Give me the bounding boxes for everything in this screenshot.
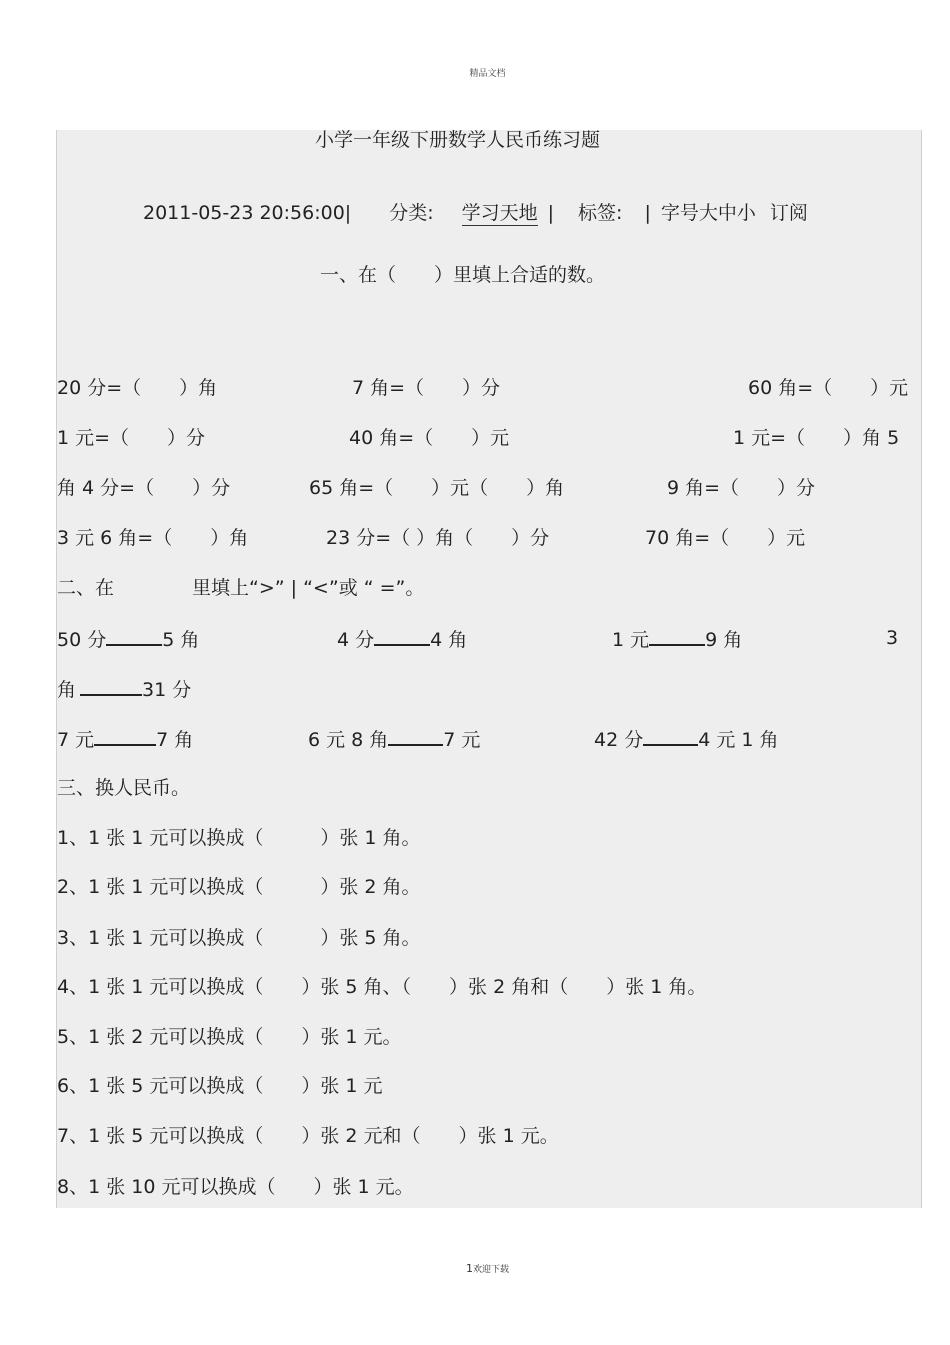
font-size-switch[interactable]: 字号大中小 [660,202,756,224]
compare-left: 7 元 [57,729,95,751]
meta-separator: | [547,202,555,224]
exchange-question: 7、1 张 5 元可以换成（ ）张 2 元和（ ）张 1 元。 [57,1125,559,1147]
fill-item: 20 分=（ ）角 [57,377,218,399]
compare-right: 31 分 [142,679,192,701]
fill-item: 角 4 分=（ ）分 [57,477,231,499]
page-footer [0,1262,950,1275]
compare-left: 角 [57,679,77,701]
section2-heading-b: 里填上“>” | “<”或 “ =”。 [192,577,425,599]
compare-right: 9 角 [705,629,743,651]
section1-heading: 一、在（ ）里填上合适的数。 [320,264,606,286]
fill-item: 1 元=（ ）角 5 [733,427,900,449]
compare-left: 50 分 [57,629,107,651]
footer-note: 欢迎下载 [472,1265,509,1275]
compare-right: 5 角 [162,629,200,651]
answer-blank[interactable] [80,676,142,696]
compare-item [337,626,467,652]
exchange-question: 6、1 张 5 元可以换成（ ）张 1 元 [57,1075,383,1097]
compare-right: 7 元 [443,729,481,751]
compare-right: 4 角 [430,629,468,651]
compare-item [308,726,480,752]
fill-item: 7 角=（ ）分 [352,377,501,399]
compare-item [57,726,193,752]
exchange-question: 2、1 张 1 元可以换成（ ）张 2 角。 [57,876,421,898]
fill-item: 65 角=（ ）元（ ）角 [309,477,565,499]
page-title: 小学一年级下册数学人民币练习题 [315,129,601,151]
exchange-question: 4、1 张 1 元可以换成（ ）张 5 角、（ ）张 2 角和（ ）张 1 角。 [57,976,707,998]
compare-item [612,626,742,652]
exchange-question: 8、1 张 10 元可以换成（ ）张 1 元。 [57,1176,414,1198]
section2-heading-a: 二、在 [57,577,115,599]
exchange-question: 1、1 张 1 元可以换成（ ）张 1 角。 [57,827,421,849]
fill-item: 1 元=（ ）分 [57,427,206,449]
subscribe-link[interactable]: 订阅 [769,202,808,224]
fill-item: 3 元 6 角=（ ）角 [57,527,249,549]
exchange-question: 3、1 张 1 元可以换成（ ）张 5 角。 [57,927,421,949]
compare-left: 42 分 [594,729,644,751]
compare-right: 7 角 [156,729,194,751]
answer-blank[interactable] [94,726,156,746]
compare-item-wrap: 3 [886,627,899,649]
answer-blank[interactable] [649,626,705,646]
fill-item: 40 角=（ ）元 [349,427,510,449]
category-label: 分类: [389,202,434,224]
fill-item: 23 分=（ ）角（ ）分 [326,527,550,549]
fill-item: 9 角=（ ）分 [667,477,816,499]
tags-label: 标签: [578,202,623,224]
compare-right: 4 元 1 角 [698,729,779,751]
post-datetime: 2011-05-23 20:56:00| [143,202,352,224]
answer-blank[interactable] [643,726,698,746]
compare-left: 4 分 [337,629,375,651]
fill-item: 60 角=（ ）元 [748,377,909,399]
fill-item: 70 角=（ ）元 [645,527,806,549]
compare-item [594,726,779,752]
answer-blank[interactable] [388,726,443,746]
meta-separator: | [644,202,651,224]
compare-left: 6 元 8 角 [308,729,389,751]
compare-left: 1 元 [612,629,650,651]
section3-heading: 三、换人民币。 [57,777,191,799]
answer-blank[interactable] [374,626,430,646]
answer-blank[interactable] [106,626,162,646]
exchange-question: 5、1 张 2 元可以换成（ ）张 1 元。 [57,1026,402,1048]
category-link[interactable]: 学习天地 [461,202,538,224]
header-note: 精品文档 [469,69,506,79]
meta-bar [143,201,808,225]
compare-item [57,676,191,702]
compare-item [57,626,199,652]
page-number: 1 [465,1262,473,1275]
